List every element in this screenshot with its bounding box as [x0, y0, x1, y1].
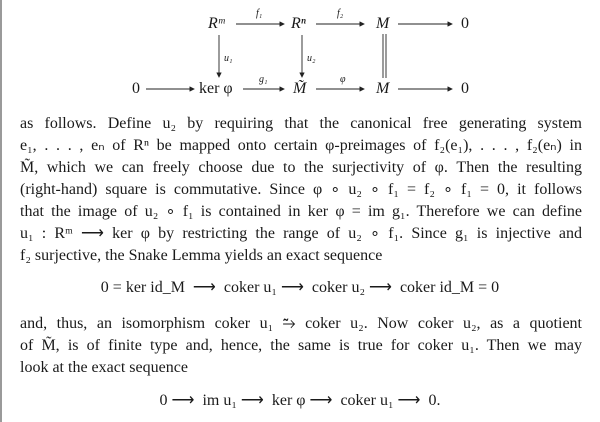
- display-equation-snake-sequence: 0 = ker id_M ⟶ coker u₁ ⟶ coker u₂ ⟶ coker id_M = 0: [100, 279, 500, 296]
- label-phi: φ: [340, 74, 346, 85]
- node-0-bottom-right: 0: [461, 80, 469, 97]
- text-line: f₂ surjective, the Snake Lemma yields an exact sequence: [20, 247, 383, 264]
- text-line: and, thus, an isomorphism coker u₁ ⥲ coker u₂. Now coker u₂, as a quotient: [20, 315, 582, 332]
- text-line: u₁ : Rᵐ ⟶ ker φ by restricting the range of u₂ ∘ f₁. Since g₁ is injective and: [20, 225, 582, 242]
- node-M-bottom: M: [376, 80, 390, 97]
- text-line: (right-hand) square is commutative. Since φ ∘ u₂ ∘ f₁ = f₂ ∘ f₁ = 0, it follows: [20, 181, 582, 198]
- text-line: of M̃, is of finite type and, hence, the same is true for coker u₁. Then we may: [20, 337, 582, 354]
- text-line: e₁, . . . , eₙ of Rⁿ be mapped onto certain φ-preimages of f₂(e₁), . . . , f₂(eₙ) in: [20, 137, 582, 154]
- label-g1: g₁: [259, 74, 268, 85]
- node-0-bottom-left: 0: [132, 80, 140, 97]
- label-u2: u₂: [307, 53, 316, 64]
- node-M-top: M: [376, 15, 390, 32]
- node-M-tilde: M̃: [293, 80, 307, 97]
- node-ker-phi: ker φ: [199, 80, 233, 97]
- display-equation-exact-sequence: 0 ⟶ im u₁ ⟶ ker φ ⟶ coker u₁ ⟶ 0.: [159, 392, 441, 409]
- node-0-top: 0: [461, 15, 469, 32]
- text-line: look at the exact sequence: [20, 359, 188, 376]
- label-f1: f₁: [256, 8, 263, 19]
- text-line: that the image of u₂ ∘ f₁ is contained in ker φ = im g₁. Therefore we can define: [20, 203, 582, 220]
- label-u1: u₁: [224, 53, 233, 64]
- node-Rm: Rᵐ: [208, 15, 225, 32]
- label-f2: f₂: [337, 8, 344, 19]
- text-line: as follows. Define u₂ by requiring that the canonical free generating system: [20, 115, 582, 132]
- text-line: M̃, which we can freely choose due to the surjectivity of φ. Then the resulting: [20, 159, 582, 176]
- node-Rn: Rⁿ: [291, 15, 306, 32]
